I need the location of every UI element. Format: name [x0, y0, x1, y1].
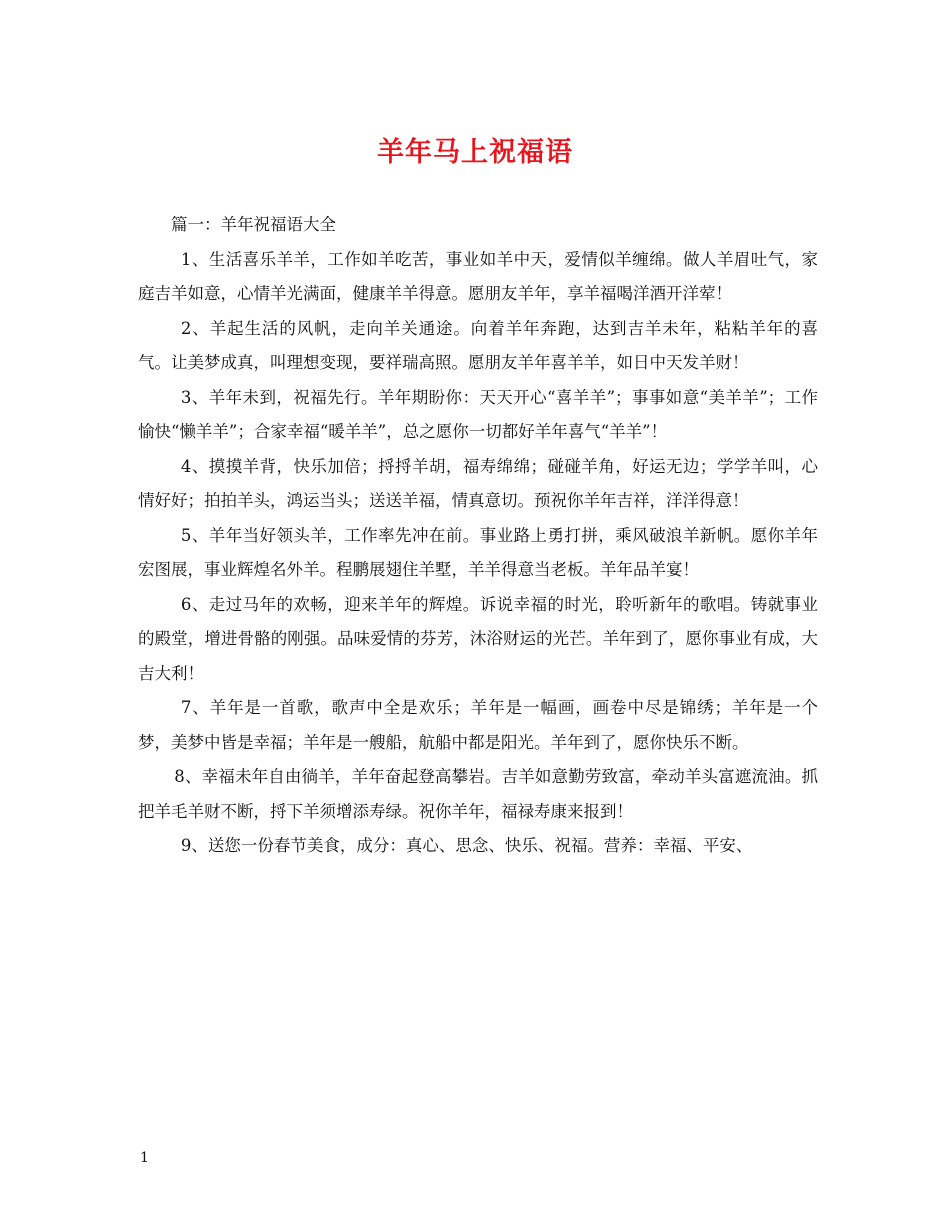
paragraph-6: 6、走过马年的欢畅，迎来羊年的辉煌。诉说幸福的时光，聆听新年的歌唱。铸就事业的殿堂，增进骨骼的刚强。品味爱情的芬芳，沐浴财运的光芒。羊年到了，愿你事业有成，大吉大利！	[138, 594, 818, 683]
paragraph-1: 1、生活喜乐羊羊，工作如羊吃苦，事业如羊中天，爱情似羊缠绵。做人羊眉吐气，家庭吉羊如意，心情羊光满面，健康羊羊得意。愿朋友羊年，享羊福喝洋酒开洋荤！	[138, 249, 818, 303]
paragraph-8: 8、幸福未年自由徜羊，羊年奋起登高攀岩。吉羊如意勤劳致富，牵动羊头富遮流油。抓把羊毛羊财不断，捋下羊须增添寿绿。祝你羊年，福禄寿康来报到！	[138, 767, 818, 821]
paragraph-9: 9、送您一份春节美食，成分：真心、思念、快乐、祝福。营养：幸福、平安、	[180, 836, 753, 855]
page-number: 1	[140, 1150, 149, 1166]
paragraph-7: 7、羊年是一首歌，歌声中全是欢乐；羊年是一幅画，画卷中尽是锦绣；羊年是一个梦，美梦中皆是幸福；羊年是一艘船，航船中都是阳光。羊年到了，愿你快乐不断。	[138, 698, 818, 752]
section-heading: 篇一：羊年祝福语大全	[171, 215, 336, 234]
paragraph-5: 5、羊年当好领头羊，工作率先冲在前。事业路上勇打拼，乘风破浪羊新帆。愿你羊年宏图展，事业辉煌名外羊。程鹏展翅住羊墅，羊羊得意当老板。羊年品羊宴！	[138, 525, 818, 579]
paragraph-2: 2、羊起生活的风帆，走向羊关通途。向着羊年奔跑，达到吉羊未年，粘粘羊年的喜气。让美梦成真，叫理想变现，要祥瑞高照。愿朋友羊年喜羊羊，如日中天发羊财！	[138, 318, 818, 372]
paragraph-4: 4、摸摸羊背，快乐加倍；捋捋羊胡，福寿绵绵；碰碰羊角，好运无边；学学羊叫，心情好好；拍拍羊头，鸿运当头；送送羊福，情真意切。预祝你羊年吉祥，洋洋得意！	[138, 456, 818, 510]
document-body	[138, 208, 818, 864]
document-title: 羊年马上祝福语	[377, 137, 573, 168]
paragraph-3: 3、羊年未到，祝福先行。羊年期盼你：天天开心“喜羊羊”；事事如意“美羊羊”；工作愉快“懒羊羊”；合家幸福“暖羊羊”，总之愿你一切都好羊年喜气“羊羊”！	[138, 387, 818, 441]
